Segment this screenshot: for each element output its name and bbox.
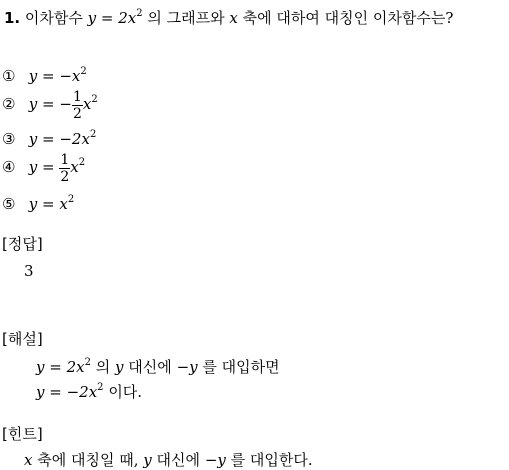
explanation-line-1-v2: −y (176, 358, 198, 376)
choice-1-expr: y = −x (28, 67, 81, 85)
explanation-line-2-eq: y = −2x (36, 383, 98, 401)
choice-2-var: x (82, 95, 92, 113)
explanation-line-1-v1: y (115, 358, 124, 376)
answer-value: 3 (24, 262, 34, 280)
explanation-line-1-exp: 2 (84, 357, 91, 368)
explanation-line-2-t1: 이다. (108, 383, 143, 401)
choice-5-expr: y = x (28, 195, 68, 213)
explanation-label: [해설] (2, 330, 43, 348)
choice-4-numerator: 1 (60, 151, 70, 168)
choice-1-exp: 2 (80, 66, 87, 77)
choice-3-expr: y = −2x (28, 130, 90, 148)
hint-v3: −y (204, 451, 226, 469)
choice-3-exp: 2 (89, 129, 97, 140)
choice-4-expr: y = (28, 158, 55, 176)
choice-4 (2, 147, 85, 185)
question-equation: y = 2x (87, 9, 137, 27)
explanation-line-1-t2: 대신에 (128, 358, 172, 376)
choice-4-var: x (70, 158, 79, 176)
explanation-line-1-eq: y = 2x (36, 358, 85, 376)
choice-4-denominator: 2 (60, 168, 70, 185)
question-text-mid: 의 그래프와 (147, 9, 225, 27)
choice-4-exp: 2 (78, 157, 86, 168)
hint-v1: x (24, 451, 33, 469)
explanation-line-1-t1: 의 (95, 358, 111, 376)
choice-3 (2, 127, 96, 148)
choice-5-exp: 2 (67, 194, 75, 205)
explanation-line-2 (36, 380, 142, 401)
question-exponent: 2 (136, 8, 143, 19)
choice-2-denominator: 2 (72, 105, 82, 122)
choice-5-marker: ⑤ (2, 195, 16, 213)
hint-t3: 를 대입한다. (230, 451, 313, 469)
choice-2-marker: ② (2, 95, 16, 113)
explanation-line-1-t3: 를 대입하면 (202, 358, 280, 376)
question-number: 1. (4, 9, 21, 27)
hint-t2: 대신에 (156, 451, 201, 469)
choice-1-marker: ① (2, 67, 16, 85)
question-text-pre: 이차함수 (24, 9, 83, 27)
choice-2-fraction (72, 89, 83, 122)
question-text-post: 축에 대하여 대칭인 이차함수는? (242, 9, 454, 27)
choice-2 (2, 84, 98, 122)
hint-line (24, 451, 313, 469)
hint-label: [힌트] (2, 425, 43, 443)
choice-4-marker: ④ (2, 158, 16, 176)
explanation-line-2-exp: 2 (97, 382, 104, 393)
choice-2-expr: y = − (28, 95, 72, 113)
question-x-var: x (229, 9, 238, 27)
answer-label: [정답] (2, 235, 43, 253)
choice-2-exp: 2 (91, 94, 98, 105)
choice-4-fraction (59, 152, 70, 185)
explanation-line-1 (36, 355, 280, 376)
question-line (4, 6, 453, 27)
hint-t1: 축에 대칭일 때, (37, 451, 139, 469)
choice-5 (2, 192, 74, 213)
choice-2-numerator: 1 (72, 88, 82, 105)
choice-1 (2, 64, 87, 85)
choice-3-marker: ③ (2, 130, 16, 148)
hint-v2: y (143, 451, 152, 469)
